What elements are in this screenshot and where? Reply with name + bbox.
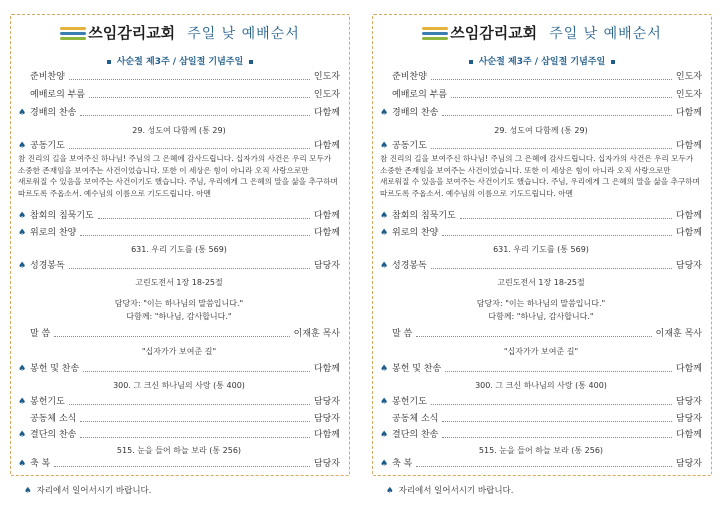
spade-icon: ♠	[380, 459, 389, 469]
spade-icon: ♠	[380, 430, 389, 440]
order-item: ♠ 봉헌기도 담당자	[380, 397, 702, 407]
spade-icon: ♠	[24, 486, 32, 496]
spade-icon: ♠	[380, 211, 389, 221]
hymn-line: 300. 그 크신 하나님의 사랑 (통 400)	[113, 381, 245, 390]
church-name: 쓰임감리교회	[450, 24, 538, 42]
sermon-title: "십자가가 보여준 길"	[141, 347, 217, 356]
footnote: ♠ 자리에서 일어서시기 바랍니다.	[386, 486, 514, 496]
order-item: ♠ 경배의 찬송 다함께	[380, 108, 702, 118]
bulletin-panel-left	[10, 14, 350, 476]
spade-icon: ♠	[18, 459, 27, 469]
spade-icon: ♠	[386, 486, 394, 496]
spade-icon: ♠	[380, 228, 389, 238]
hymn-line: 300. 그 크신 하나님의 사랑 (통 400)	[475, 381, 607, 390]
spade-icon: ♠	[380, 397, 389, 407]
spade-icon: ♠	[18, 364, 27, 374]
spade-icon: ♠	[18, 228, 27, 238]
spade-icon: ♠	[18, 261, 27, 271]
order-item: ♠ 위로의 찬양 다함께	[18, 228, 340, 238]
spade-icon: ♠	[380, 141, 389, 151]
spade-icon: ♠	[18, 108, 27, 118]
order-item: ♠ 결단의 찬송 다함께	[380, 430, 702, 440]
hymn-line: 515. 눈을 들어 하늘 보라 (통 256)	[116, 446, 242, 455]
order-item: 말 씀 이재훈 목사	[392, 329, 702, 339]
sermon-title: "십자가가 보여준 길"	[503, 347, 579, 356]
order-item: ♠ 위로의 찬양 다함께	[380, 228, 702, 238]
order-item: 말 씀 이재훈 목사	[30, 329, 340, 339]
hymn-line: 631. 우리 기도를 (통 569)	[493, 245, 589, 254]
order-item: ♠ 축 복 담당자	[18, 459, 340, 469]
spade-icon: ♠	[18, 397, 27, 407]
bulletin-header	[10, 22, 350, 52]
spade-icon: ♠	[380, 261, 389, 271]
subtitle-text: 사순절 제3주 / 삼일절 기념주일	[478, 57, 606, 67]
church-logo-icon	[422, 24, 448, 42]
church-logo-icon	[60, 24, 86, 42]
bulletin-panel-right	[372, 14, 712, 476]
service-subtitle	[15, 54, 345, 67]
prayer-text: 참 진리의 길을 보여주신 하나님! 주님의 그 은혜에 감사드립니다. 십자가의 사건은 우리 모두가 소중한 존재임을 보여주는 사건이었습니다. 또한 이 세상은 힘이 아니라 오직 사랑으로만 새로워질 수 있음을 보여주는 사건이기도 했습니다. 주님, 우리에게 그 은혜의 말을 삶을 추구하며 따르도록 주옵소서. 예수님의 이름으로 기도드립니다. 아멘	[18, 154, 338, 198]
order-item: ♠ 성경봉독 담당자	[18, 261, 340, 271]
order-item: ♠ 결단의 찬송 다함께	[18, 430, 340, 440]
order-item: ♠ 봉헌 및 찬송 다함께	[380, 364, 702, 374]
order-item: 예배로의 부름 인도자	[392, 90, 702, 100]
order-item: ♠ 공동기도 다함께	[380, 141, 702, 151]
order-item: ♠ 참회의 침묵기도 다함께	[380, 211, 702, 221]
response-line: 다함께: "하나님, 감사합니다."	[488, 312, 594, 321]
order-item: 공동체 소식 담당자	[392, 414, 702, 424]
scripture-line: 고린도전서 1장 18-25절	[497, 278, 585, 287]
order-item: ♠ 축 복 담당자	[380, 459, 702, 469]
order-item: ♠ 참회의 침묵기도 다함께	[18, 211, 340, 221]
hymn-line: 29. 성도여 다함께 (통 29)	[132, 126, 226, 135]
response-line: 담당자: "이는 하나님의 말씀입니다."	[114, 299, 244, 308]
order-item: 준비찬양 인도자	[30, 72, 340, 82]
spade-icon: ♠	[380, 364, 389, 374]
order-item: ♠ 봉헌 및 찬송 다함께	[18, 364, 340, 374]
square-bullet-icon	[249, 60, 253, 64]
hymn-line: 631. 우리 기도를 (통 569)	[131, 245, 227, 254]
order-item: 공동체 소식 담당자	[30, 414, 340, 424]
spade-icon: ♠	[18, 141, 27, 151]
hymn-line: 29. 성도여 다함께 (통 29)	[494, 126, 588, 135]
prayer-text: 참 진리의 길을 보여주신 하나님! 주님의 그 은혜에 감사드립니다. 십자가의 사건은 우리 모두가 소중한 존재임을 보여주는 사건이었습니다. 또한 이 세상은 힘이 아니라 오직 사랑으로만 새로워질 수 있음을 보여주는 사건이기도 했습니다. 주님, 우리에게 그 은혜의 말을 삶을 추구하며 따르도록 주옵소서. 예수님의 이름으로 기도드립니다. 아멘	[380, 154, 700, 198]
spade-icon: ♠	[18, 430, 27, 440]
order-item: ♠ 봉헌기도 담당자	[18, 397, 340, 407]
scripture-line: 고린도전서 1장 18-25절	[135, 278, 223, 287]
church-name: 쓰임감리교회	[88, 24, 176, 42]
service-title: 주일 낮 예배순서	[549, 25, 662, 42]
subtitle-text: 사순절 제3주 / 삼일절 기념주일	[116, 57, 244, 67]
square-bullet-icon	[107, 60, 111, 64]
hymn-line: 515. 눈을 들어 하늘 보라 (통 256)	[478, 446, 604, 455]
order-item: 예배로의 부름 인도자	[30, 90, 340, 100]
square-bullet-icon	[611, 60, 615, 64]
response-line: 담당자: "이는 하나님의 말씀입니다."	[476, 299, 606, 308]
footnote: ♠ 자리에서 일어서시기 바랍니다.	[24, 486, 152, 496]
square-bullet-icon	[469, 60, 473, 64]
service-subtitle	[377, 54, 707, 67]
order-item: 준비찬양 인도자	[392, 72, 702, 82]
service-title: 주일 낮 예배순서	[187, 25, 300, 42]
order-item: ♠ 공동기도 다함께	[18, 141, 340, 151]
order-item: ♠ 성경봉독 담당자	[380, 261, 702, 271]
response-line: 다함께: "하나님, 감사합니다."	[126, 312, 232, 321]
spade-icon: ♠	[18, 211, 27, 221]
spade-icon: ♠	[380, 108, 389, 118]
order-item: ♠ 경배의 찬송 다함께	[18, 108, 340, 118]
bulletin-header	[372, 22, 712, 52]
